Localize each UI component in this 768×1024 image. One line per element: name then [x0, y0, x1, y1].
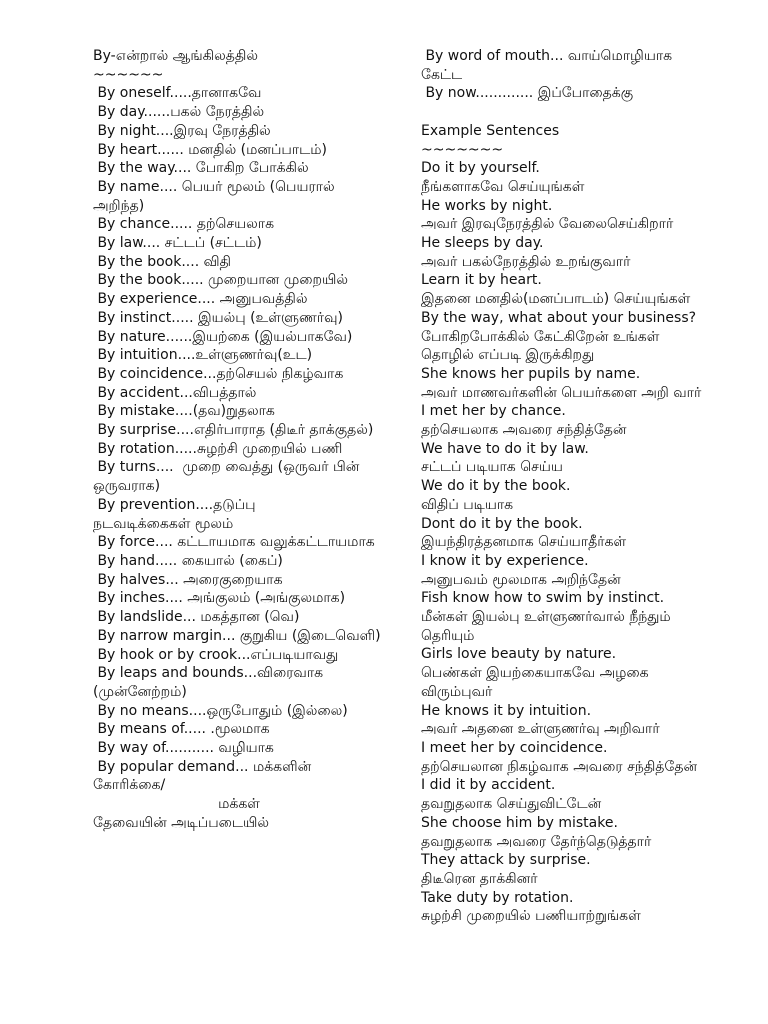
example-sentence: Fish know how to swim by instinct.: [421, 590, 665, 607]
phrase-line: By coincidence...தற்செயல் நிகழ்வாக: [93, 365, 344, 382]
example-sentence: She choose him by mistake.: [421, 814, 618, 831]
translation-line: சுழற்சி முறையில் பணியாற்றுங்கள்: [421, 908, 641, 925]
phrase-line: By experience.... அனுபவத்தில்: [93, 291, 308, 308]
translation-line: நீங்களாகவே செய்யுங்கள்: [421, 178, 585, 195]
example-sentence: He works by night.: [421, 197, 553, 214]
translation-line: இதனை மனதில்(மனப்பாடம்) செய்யுங்கள்: [421, 291, 691, 308]
phrase-line: By word of mouth... வாய்மொழியாக கேட்ட: [421, 48, 677, 83]
example-sentence: By the way, what about your business?: [421, 309, 697, 326]
translation-line: தற்செயலான நிகழ்வாக அவரை சந்தித்தேன்: [421, 758, 698, 775]
spacer: [421, 103, 713, 122]
translation-line: அவர் அதனை உள்ளுணர்வு அறிவார்: [421, 721, 660, 738]
phrase-line: By means of..... .மூலமாக: [93, 721, 270, 738]
translation-line: விதிப் படியாக: [421, 496, 514, 513]
example-sentence: She knows her pupils by name.: [421, 365, 641, 382]
translation-line: சட்டப் படியாக செய்ய: [421, 459, 563, 476]
phrase-line: By rotation.....சுழற்சி முறையில் பணி: [93, 440, 343, 457]
example-sentence: I met her by chance.: [421, 403, 566, 420]
example-sentence: Learn it by heart.: [421, 272, 542, 289]
phrase-line: By prevention....தடுப்பு: [93, 496, 256, 513]
phrase-line: By turns.... முறை வைத்து (ஒருவர் பின் ஒருவராக): [93, 459, 364, 495]
phrase-line: By day......பகல் நேரத்தில்: [93, 104, 265, 121]
phrase-line: By the book.... விதி: [93, 253, 231, 270]
phrase-line: By night....இரவு நேரத்தில்: [93, 122, 271, 139]
section-heading: Example Sentences: [421, 122, 560, 139]
translation-line: தற்செயலாக அவரை சந்தித்தேன்: [421, 422, 627, 439]
phrase-line: By the way.... போகிற போக்கில்: [93, 160, 309, 177]
phrase-line: By no means....ஒருபோதும் (இல்லை): [93, 702, 348, 719]
translation-line: அனுபவம் மூலமாக அறிந்தேன்: [421, 571, 621, 588]
translation-line: போகிறபோக்கில் கேட்கிறேன் உங்கள் தொழில் எப்படி இருக்கிறது: [421, 328, 664, 364]
phrase-line: By intuition....உள்ளுணர்வு(உட): [93, 347, 313, 364]
example-sentence: Take duty by rotation.: [421, 889, 574, 906]
phrase-line: தேவையின் அடிப்படையில்: [93, 814, 270, 831]
translation-line: அவர் பகல்நேரத்தில் உறங்குவார்: [421, 253, 631, 270]
translation-line: தவறுதலாக செய்துவிட்டேன்: [421, 796, 602, 813]
translation-line: அவர் இரவுநேரத்தில் வேலைசெய்கிறார்: [421, 216, 674, 233]
phrase-line: By mistake....(தவ)றுதலாக: [93, 403, 275, 420]
example-sentence: Girls love beauty by nature.: [421, 646, 617, 663]
translation-line: இயந்திரத்தனமாக செய்யாதீர்கள்: [421, 534, 627, 551]
phrase-line: By narrow margin... குறுகிய (இடைவெளி): [93, 627, 381, 644]
translation-line: பெண்கள் இயற்கையாகவே அழகை விரும்புவர்: [421, 665, 654, 700]
translation-line: அவர் மாணவர்களின் பெயர்களை அறி வார்: [421, 384, 702, 401]
left-column: [93, 47, 385, 833]
phrase-line: By chance..... தற்செயலாக: [93, 216, 275, 233]
phrase-line: By heart...... மனதில் (மனப்பாடம்): [93, 141, 327, 158]
example-sentence: He knows it by intuition.: [421, 702, 592, 719]
example-sentence: I did it by accident.: [421, 777, 556, 794]
translation-line: தவறுதலாக அவரை தேர்ந்தெடுத்தார்: [421, 833, 652, 850]
example-sentence: I meet her by coincidence.: [421, 740, 608, 756]
phrase-line: By hook or by crook...எப்படியாவது: [93, 646, 339, 663]
translation-line: மீன்கள் இயல்பு உள்ளுணர்வால் நீந்தும் தெரியும்: [421, 609, 676, 644]
phrase-line: By way of........... வழியாக: [93, 740, 274, 757]
example-sentence: Do it by yourself.: [421, 160, 540, 177]
example-sentence: We have to do it by law.: [421, 440, 589, 457]
phrase-line: By oneself.....தானாகவே: [93, 85, 262, 102]
example-sentence: I know it by experience.: [421, 552, 589, 569]
phrase-line: By force.... கட்டாயமாக வலுக்கட்டாயமாக: [93, 534, 375, 551]
phrase-line: By accident...விபத்தால்: [93, 384, 257, 401]
right-column: [421, 47, 713, 926]
centered-word: மக்கள்: [218, 796, 260, 813]
phrase-line: By surprise....எதிர்பாராத (திடீர் தாக்குதல்): [93, 422, 374, 439]
phrase-line: நடவடிக்கைகள் மூலம்: [93, 515, 234, 532]
phrase-line: By leaps and bounds...விரைவாக (முன்னேற்றம்): [93, 665, 328, 700]
column-heading: ~~~~~~: [93, 66, 164, 83]
translation-line: திடீரென தாக்கினர்: [421, 870, 538, 887]
phrase-line: By hand..... கையால் (கைப்): [93, 552, 283, 569]
column-heading: By-௭ன்றால் ஆங்கிலத்தில்: [93, 48, 258, 64]
phrase-line: By now............. இப்போதைக்கு: [421, 85, 634, 102]
phrase-line: By nature......இயற்கை (இயல்பாகவே): [93, 328, 353, 345]
phrase-line: By the book..... முறையான முறையில்: [93, 272, 349, 289]
heading-rule: ~~~~~~~: [421, 141, 504, 158]
example-sentence: They attack by surprise.: [421, 852, 591, 869]
phrase-line: By landslide... மகத்தான (வெ): [93, 609, 300, 626]
phrase-line: By popular demand... மக்களின் கோரிக்கை/: [93, 758, 316, 794]
phrase-line: By instinct..... இயல்பு (உள்ளுணர்வு): [93, 309, 343, 326]
example-sentence: He sleeps by day.: [421, 235, 544, 252]
example-sentence: Dont do it by the book.: [421, 515, 583, 532]
phrase-line: By name.... பெயர் மூலம் (பெயரால் அறிந்த): [93, 178, 340, 214]
phrase-line: By halves... அரைகுறையாக: [93, 571, 283, 588]
example-sentence: We do it by the book.: [421, 478, 571, 495]
phrase-line: By inches.... அங்குலம் (அங்குலமாக): [93, 590, 346, 607]
phrase-line: By law.... சட்டப் (சட்டம்): [93, 235, 262, 252]
